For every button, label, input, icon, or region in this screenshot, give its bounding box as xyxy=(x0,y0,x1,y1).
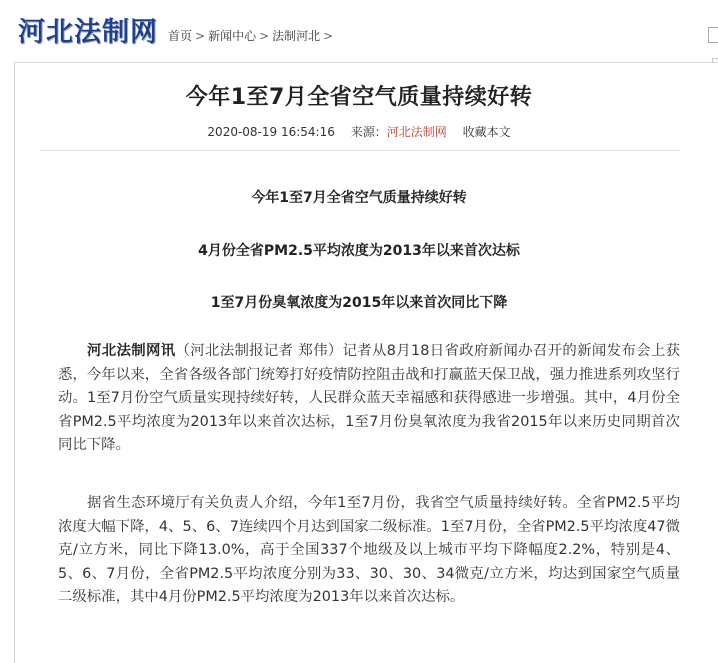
subhead-1: 今年1至7月全省空气质量持续好转 xyxy=(251,190,467,206)
paragraph-1-body: （河北法制报记者 郑伟）记者从8月18日省政府新闻办召开的新闻发布会上获悉，今年以来，全省各级各部门统筹打好疫情防控阻击战和打赢蓝天保卫战，强力推进系列攻坚行动。1至7月份空气质量实现持续好转，人民群众蓝天幸福感和获得感进一步增强。其中，4月份全省PM2.5平均浓度为2013年以来首次达标，1至7月份臭氧浓度为我省2015年以来历史同期首次同比下降。 xyxy=(58,343,680,453)
subhead-3: 1至7月份臭氧浓度为2015年以来首次同比下降 xyxy=(210,295,508,311)
site-header xyxy=(0,0,718,60)
breadcrumb xyxy=(168,27,336,44)
breadcrumb-news-center[interactable]: 新闻中心 xyxy=(208,29,257,43)
paragraph-2: 据省生态环境厅有关负责人介绍，今年1至7月份，我省空气质量持续好转。全省PM2.5平均浓度大幅下降，4、5、6、7连续四个月达到国家二级标准。1至7月份，全省PM2.5平均浓度47微克/立方米，同比下降13.0%，高于全国337个地级及以上城市平均下降幅度2.2%，特别是4、5、6、7月份，全省PM2.5平均浓度分别为33、30、30、34微克/立方米，均达到国家空气质量二级标准，其中4月份PM2.5平均浓度为2013年以来首次达标。 xyxy=(58,495,680,605)
favorite-button[interactable]: 收藏本文 xyxy=(462,125,511,139)
breadcrumb-hebei-law[interactable]: 法制河北 xyxy=(272,29,321,43)
site-logo[interactable]: 河北法制网 xyxy=(18,17,158,48)
article-meta xyxy=(0,123,718,140)
publish-datetime: 2020-08-19 16:54:16 xyxy=(207,125,335,139)
title-divider xyxy=(40,150,680,151)
article-title: 今年1至7月全省空气质量持续好转 xyxy=(185,85,533,110)
breadcrumb-sep-icon: > xyxy=(195,29,206,43)
subhead-2: 4月份全省PM2.5平均浓度为2013年以来首次达标 xyxy=(198,243,520,259)
source-link[interactable]: 河北法制网 xyxy=(386,125,447,139)
breadcrumb-home[interactable]: 首页 xyxy=(168,29,193,43)
paragraph-lead: 河北法制网讯 xyxy=(87,343,176,359)
source-label: 来源： xyxy=(350,125,387,139)
breadcrumb-sep-icon: > xyxy=(323,29,334,43)
paragraph-1 xyxy=(58,340,680,458)
search-box-edge[interactable] xyxy=(708,27,718,43)
breadcrumb-sep-icon: > xyxy=(259,29,270,43)
